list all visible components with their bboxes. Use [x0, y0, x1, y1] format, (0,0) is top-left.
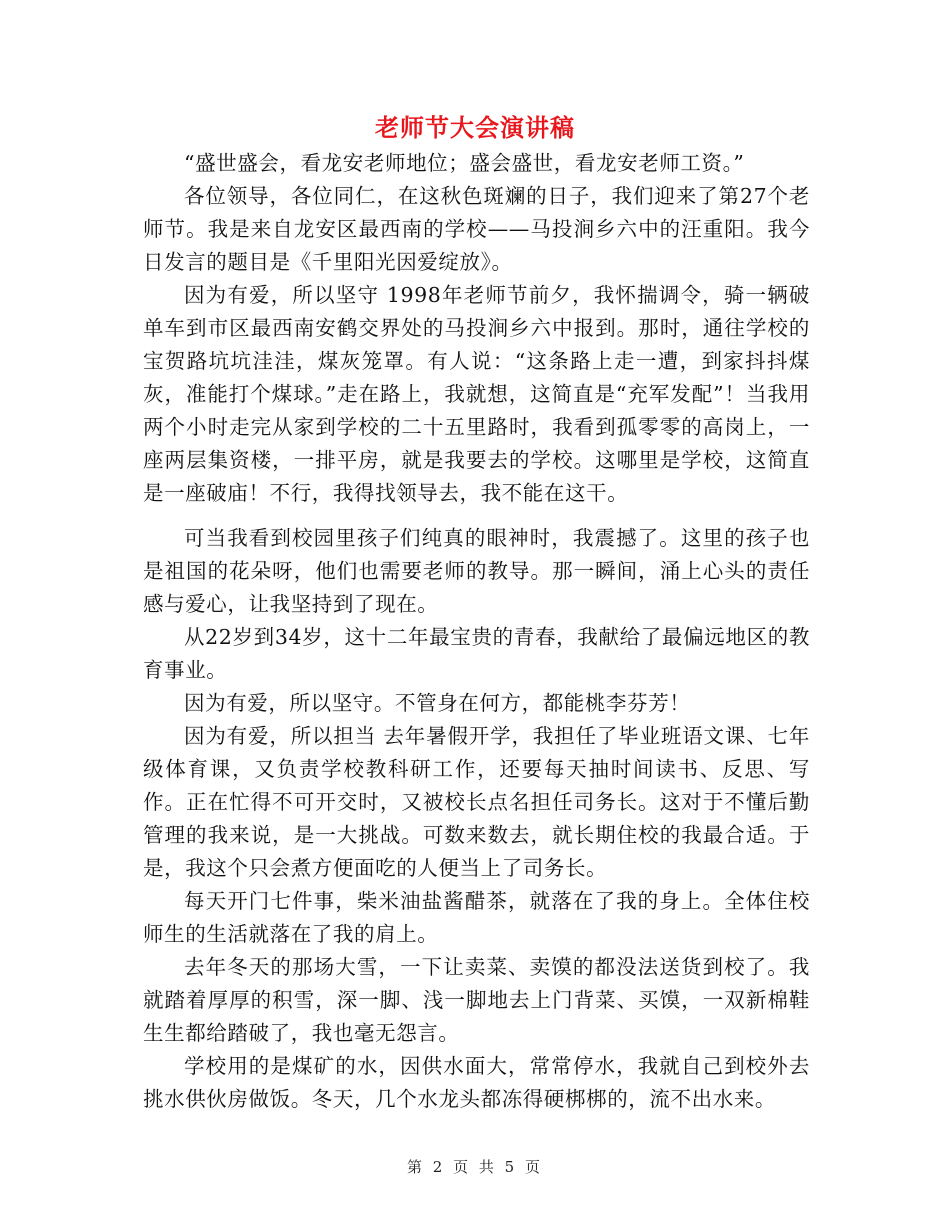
- paragraph-snow: 去年冬天的那场大雪，一下让卖菜、卖馍的都没法送货到校了。我就踏着厚厚的积雪，深一脚、浅一脚地去上门背菜、买馍，一双新棉鞋生生都给踏破了，我也毫无怨言。: [143, 955, 810, 1045]
- document-title: 老师节大会演讲稿: [375, 113, 575, 142]
- paragraph-responsibility: 因为有爱，所以担当 去年暑假开学，我担任了毕业班语文课、七年级体育课，又负责学校教科研工作，还要每天抽时间读书、反思、写作。正在忙得不可开交时，又被校长点名担任司务长。这对于不懂后勤管理的我来说，是一大挑战。可数来数去，就长期住校的我最合适。于是，我这个只会煮方便面吃的人便当上了司务长。: [143, 724, 810, 880]
- paragraph-children: 可当我看到校园里孩子们纯真的眼神时，我震撼了。这里的孩子也是祖国的花朵呀，他们也需要老师的教导。那一瞬间，涌上心头的责任感与爱心，让我坚持到了现在。: [143, 526, 810, 616]
- paragraph-greeting: 各位领导，各位同仁，在这秋色斑斓的日子，我们迎来了第27个老师节。我是来自龙安区最西南的学校——马投涧乡六中的汪重阳。我今日发言的题目是《千里阳光因爱绽放》。: [143, 184, 810, 274]
- document-body: [143, 147, 810, 1116]
- paragraph-quote: “盛世盛会，看龙安老师地位；盛会盛世，看龙安老师工资。”: [184, 151, 745, 175]
- paragraph-water: 学校用的是煤矿的水，因供水面大，常常停水，我就自己到校外去挑水供伙房做饭。冬天，几个水龙头都冻得硬梆梆的，流不出水来。: [143, 1054, 810, 1111]
- paragraph-daily-chores: 每天开门七件事，柴米油盐酱醋茶，就落在了我的身上。全体住校师生的生活就落在了我的肩上。: [143, 889, 810, 946]
- page-number: 第 2 页 共 5 页: [407, 1158, 543, 1176]
- paragraph-motto: 因为有爱，所以坚守。不管身在何方，都能桃李芬芳！: [184, 691, 691, 715]
- paragraph-persistence: 因为有爱，所以坚守 1998年老师节前夕，我怀揣调令，骑一辆破单车到市区最西南安鹤交界处的马投涧乡六中报到。那时，通往学校的宝贺路坑坑洼洼，煤灰笼罩。有人说：“这条路上走一遭，到家抖抖煤灰，准能打个煤球。”走在路上，我就想，这简直是“充军发配”！当我用两个小时走完从家到学校的二十五里路时，我看到孤零零的高岗上，一座两层集资楼，一排平房，就是我要去的学校。这哪里是学校，这简直是一座破庙！不行，我得找领导去，我不能在这干。: [143, 283, 810, 505]
- paragraph-youth: 从22岁到34岁，这十二年最宝贵的青春，我献给了最偏远地区的教育事业。: [143, 625, 810, 682]
